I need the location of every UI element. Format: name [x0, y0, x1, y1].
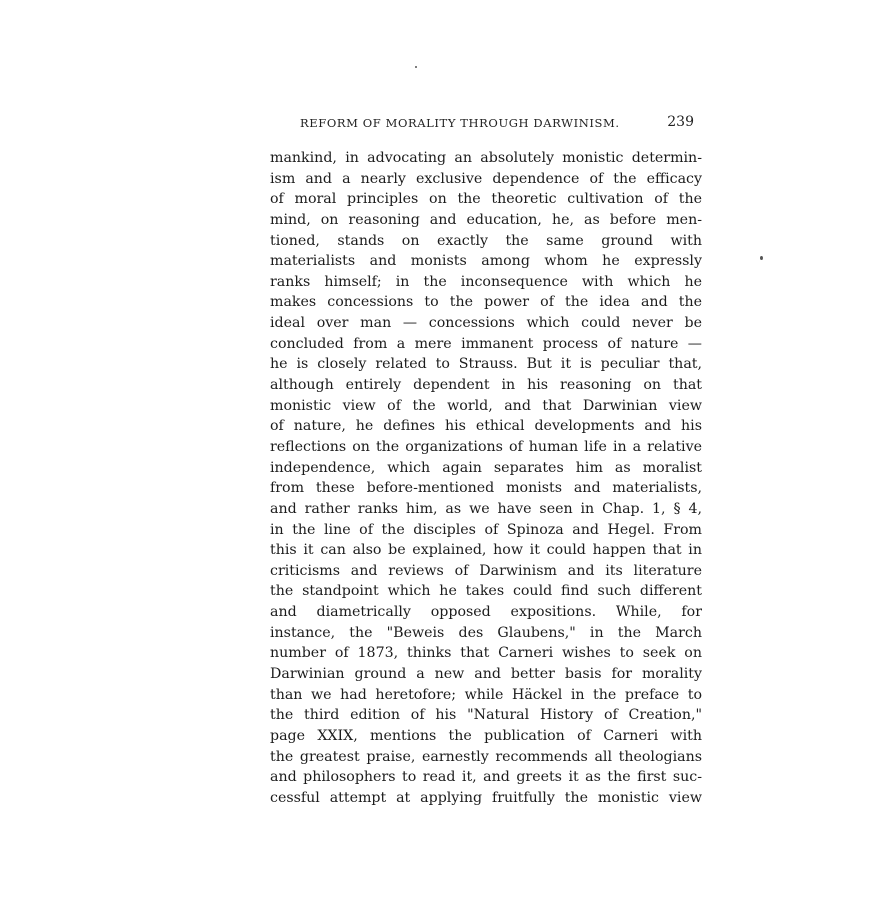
- text-line: page XXIX, mentions the publication of Carneri with: [270, 727, 702, 744]
- text-line: materialists and monists among whom he expressly: [270, 253, 702, 270]
- text-line: Darwinian ground a new and better basis for morality: [270, 666, 702, 683]
- text-line: although entirely dependent in his reasoning on that: [270, 377, 702, 394]
- text-line: the third edition of his "Natural History of Creation,": [270, 707, 702, 724]
- text-line: monistic view of the world, and that Darwinian view: [270, 397, 702, 414]
- text-line: this it can also be explained, how it could happen that in: [270, 542, 702, 559]
- page-number: 239: [667, 114, 694, 130]
- text-line: the greatest praise, earnestly recommends all theologians: [270, 748, 702, 765]
- text-line: from these before-mentioned monists and materialists,: [270, 480, 702, 497]
- text-line: and rather ranks him, as we have seen in Chap. 1, § 4,: [270, 500, 702, 517]
- text-line: number of 1873, thinks that Carneri wishes to seek on: [270, 645, 702, 662]
- text-line: instance, the "Beweis des Glaubens," in the March: [270, 624, 702, 641]
- running-head: [300, 114, 700, 134]
- text-line: he is closely related to Strauss. But it is peculiar that,: [270, 356, 702, 373]
- text-line: in the line of the disciples of Spinoza and Hegel. From: [270, 521, 702, 538]
- text-line: mind, on reasoning and education, he, as before men-: [270, 211, 702, 228]
- text-line: of moral principles on the theoretic cultivation of the: [270, 191, 702, 208]
- scan-speck: [415, 66, 417, 68]
- running-head-title: REFORM OF MORALITY THROUGH DARWINISM.: [300, 116, 620, 130]
- body-text: [270, 148, 702, 809]
- text-line: cessful attempt at applying fruitfully the monistic view: [270, 789, 702, 806]
- text-line: ideal over man — concessions which could never be: [270, 315, 702, 332]
- text-line: criticisms and reviews of Darwinism and its literature: [270, 562, 702, 579]
- text-line: ranks himself; in the inconsequence with which he: [270, 273, 702, 290]
- text-line: mankind, in advocating an absolutely monistic determin-: [270, 150, 702, 166]
- text-line: independence, which again separates him as moralist: [270, 459, 702, 476]
- text-line: the standpoint which he takes could find such different: [270, 583, 702, 600]
- text-line: reflections on the organizations of human life in a relative: [270, 438, 702, 455]
- scan-speck: [760, 256, 763, 260]
- text-line: and philosophers to read it, and greets it as the first suc-: [270, 769, 702, 786]
- text-line: tioned, stands on exactly the same ground with: [270, 232, 702, 249]
- text-line: concluded from a mere immanent process of nature —: [270, 335, 702, 352]
- text-line: makes concessions to the power of the idea and the: [270, 294, 702, 311]
- text-line: ism and a nearly exclusive dependence of the efficacy: [270, 170, 702, 187]
- text-line: and diametrically opposed expositions. While, for: [270, 604, 702, 621]
- text-line: than we had heretofore; while Häckel in the preface to: [270, 686, 702, 703]
- text-line: of nature, he defines his ethical developments and his: [270, 418, 702, 435]
